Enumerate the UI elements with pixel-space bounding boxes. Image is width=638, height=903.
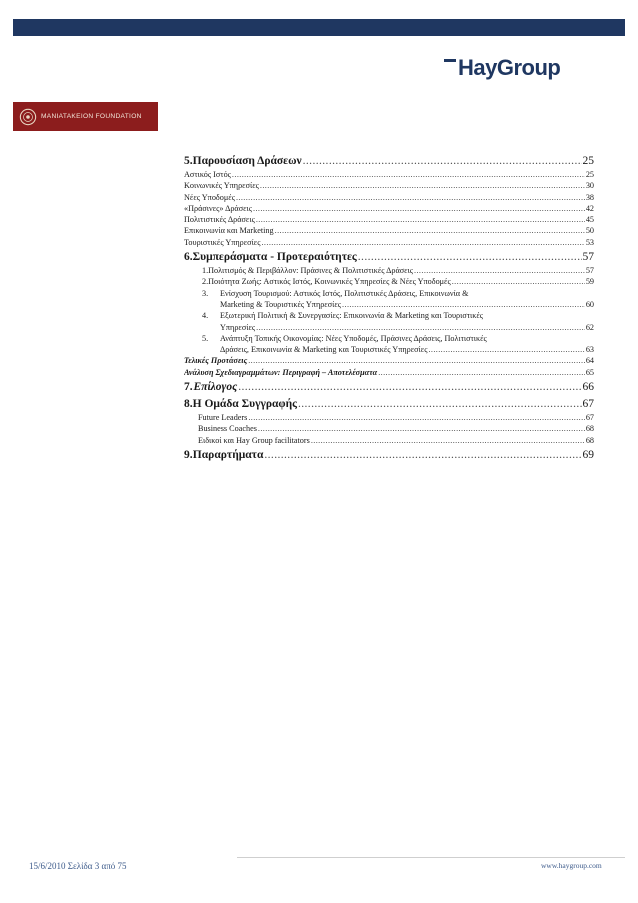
footer-divider [237, 857, 625, 858]
foundation-logo [13, 102, 158, 131]
toc-numbered-item[interactable]: 2. Ποιότητα Ζωής: Αστικός Ιστός, Κοινωνικές Υπηρεσίες & Νέες Υποδομές ..... 59 [184, 276, 594, 287]
table-of-contents [184, 152, 594, 463]
haygroup-logo [444, 54, 569, 84]
foundation-name: MANIATAKEION FOUNDATION [41, 113, 142, 120]
toc-section-5[interactable]: 5. Παρουσίαση Δράσεων ..... 25 [184, 153, 594, 169]
toc-numbered-item[interactable]: 5. Ανάπτυξη Τοπικής Οικονομίας: Νέες Υποδομές, Πράσινες Δράσεις, Πολιτιστικές Δράσεις, Επικοινωνία & Marketing και Τουριστικές Υπηρεσίες ..... 63 [184, 333, 594, 356]
footer-website-link[interactable]: www.haygroup.com [541, 861, 602, 870]
toc-final-proposals[interactable]: Τελικές Προτάσεις ..... 64 [184, 355, 594, 366]
toc-item[interactable]: Τουριστικές Υπηρεσίες ..... 53 [184, 237, 594, 248]
toc-item[interactable]: Νέες Υποδομές ..... 38 [184, 192, 594, 203]
toc-item[interactable]: Αστικός Ιστός ..... 25 [184, 169, 594, 180]
toc-item[interactable]: Κοινωνικές Υπηρεσίες ..... 30 [184, 180, 594, 191]
seal-icon [19, 108, 37, 126]
toc-item[interactable]: Future Leaders ..... 67 [184, 412, 594, 423]
toc-section-6[interactable]: 6. Συμπεράσματα - Προτεραιότητες ..... 57 [184, 249, 594, 265]
toc-item[interactable]: Επικοινωνία και Marketing ..... 50 [184, 225, 594, 236]
logo-accent-line [444, 59, 456, 62]
header-bar [13, 19, 625, 36]
toc-section-8[interactable]: 8. Η Ομάδα Συγγραφής ..... 67 [184, 396, 594, 412]
toc-numbered-item[interactable]: 3. Ενίσχυση Τουρισμού: Αστικός Ιστός, Πολιτιστικές Δράσεις, Επικοινωνία & Marketing & Τουριστικές Υπηρεσίες ..... 60 [184, 288, 594, 311]
toc-analysis[interactable]: Ανάλυση Σχεδιαγραμμάτων: Περιγραφή – Αποτελέσματα ..... 65 [184, 367, 594, 378]
logo-text: HayGroup [458, 55, 561, 80]
toc-item[interactable]: Πολιτιστικές Δράσεις ..... 45 [184, 214, 594, 225]
footer-date-page: 15/6/2010 Σελίδα 3 από 75 [29, 861, 127, 871]
toc-item[interactable]: Business Coaches ..... 68 [184, 423, 594, 434]
toc-item[interactable]: Ειδικοί και Hay Group facilitators ..... 68 [184, 435, 594, 446]
toc-section-7[interactable]: 7. Επίλογος ..... 66 [184, 379, 594, 395]
toc-item[interactable]: «Πράσινες» Δράσεις ..... 42 [184, 203, 594, 214]
toc-numbered-item[interactable]: 1. Πολιτισμός & Περιβάλλον: Πράσινες & Πολιτιστικές Δράσεις ..... 57 [184, 265, 594, 276]
toc-section-9[interactable]: 9. Παραρτήματα ..... 69 [184, 447, 594, 463]
toc-numbered-item[interactable]: 4. Εξωτερική Πολιτική & Συνεργασίες: Επικοινωνία & Marketing και Τουριστικές Υπηρεσίες ..... 62 [184, 310, 594, 333]
